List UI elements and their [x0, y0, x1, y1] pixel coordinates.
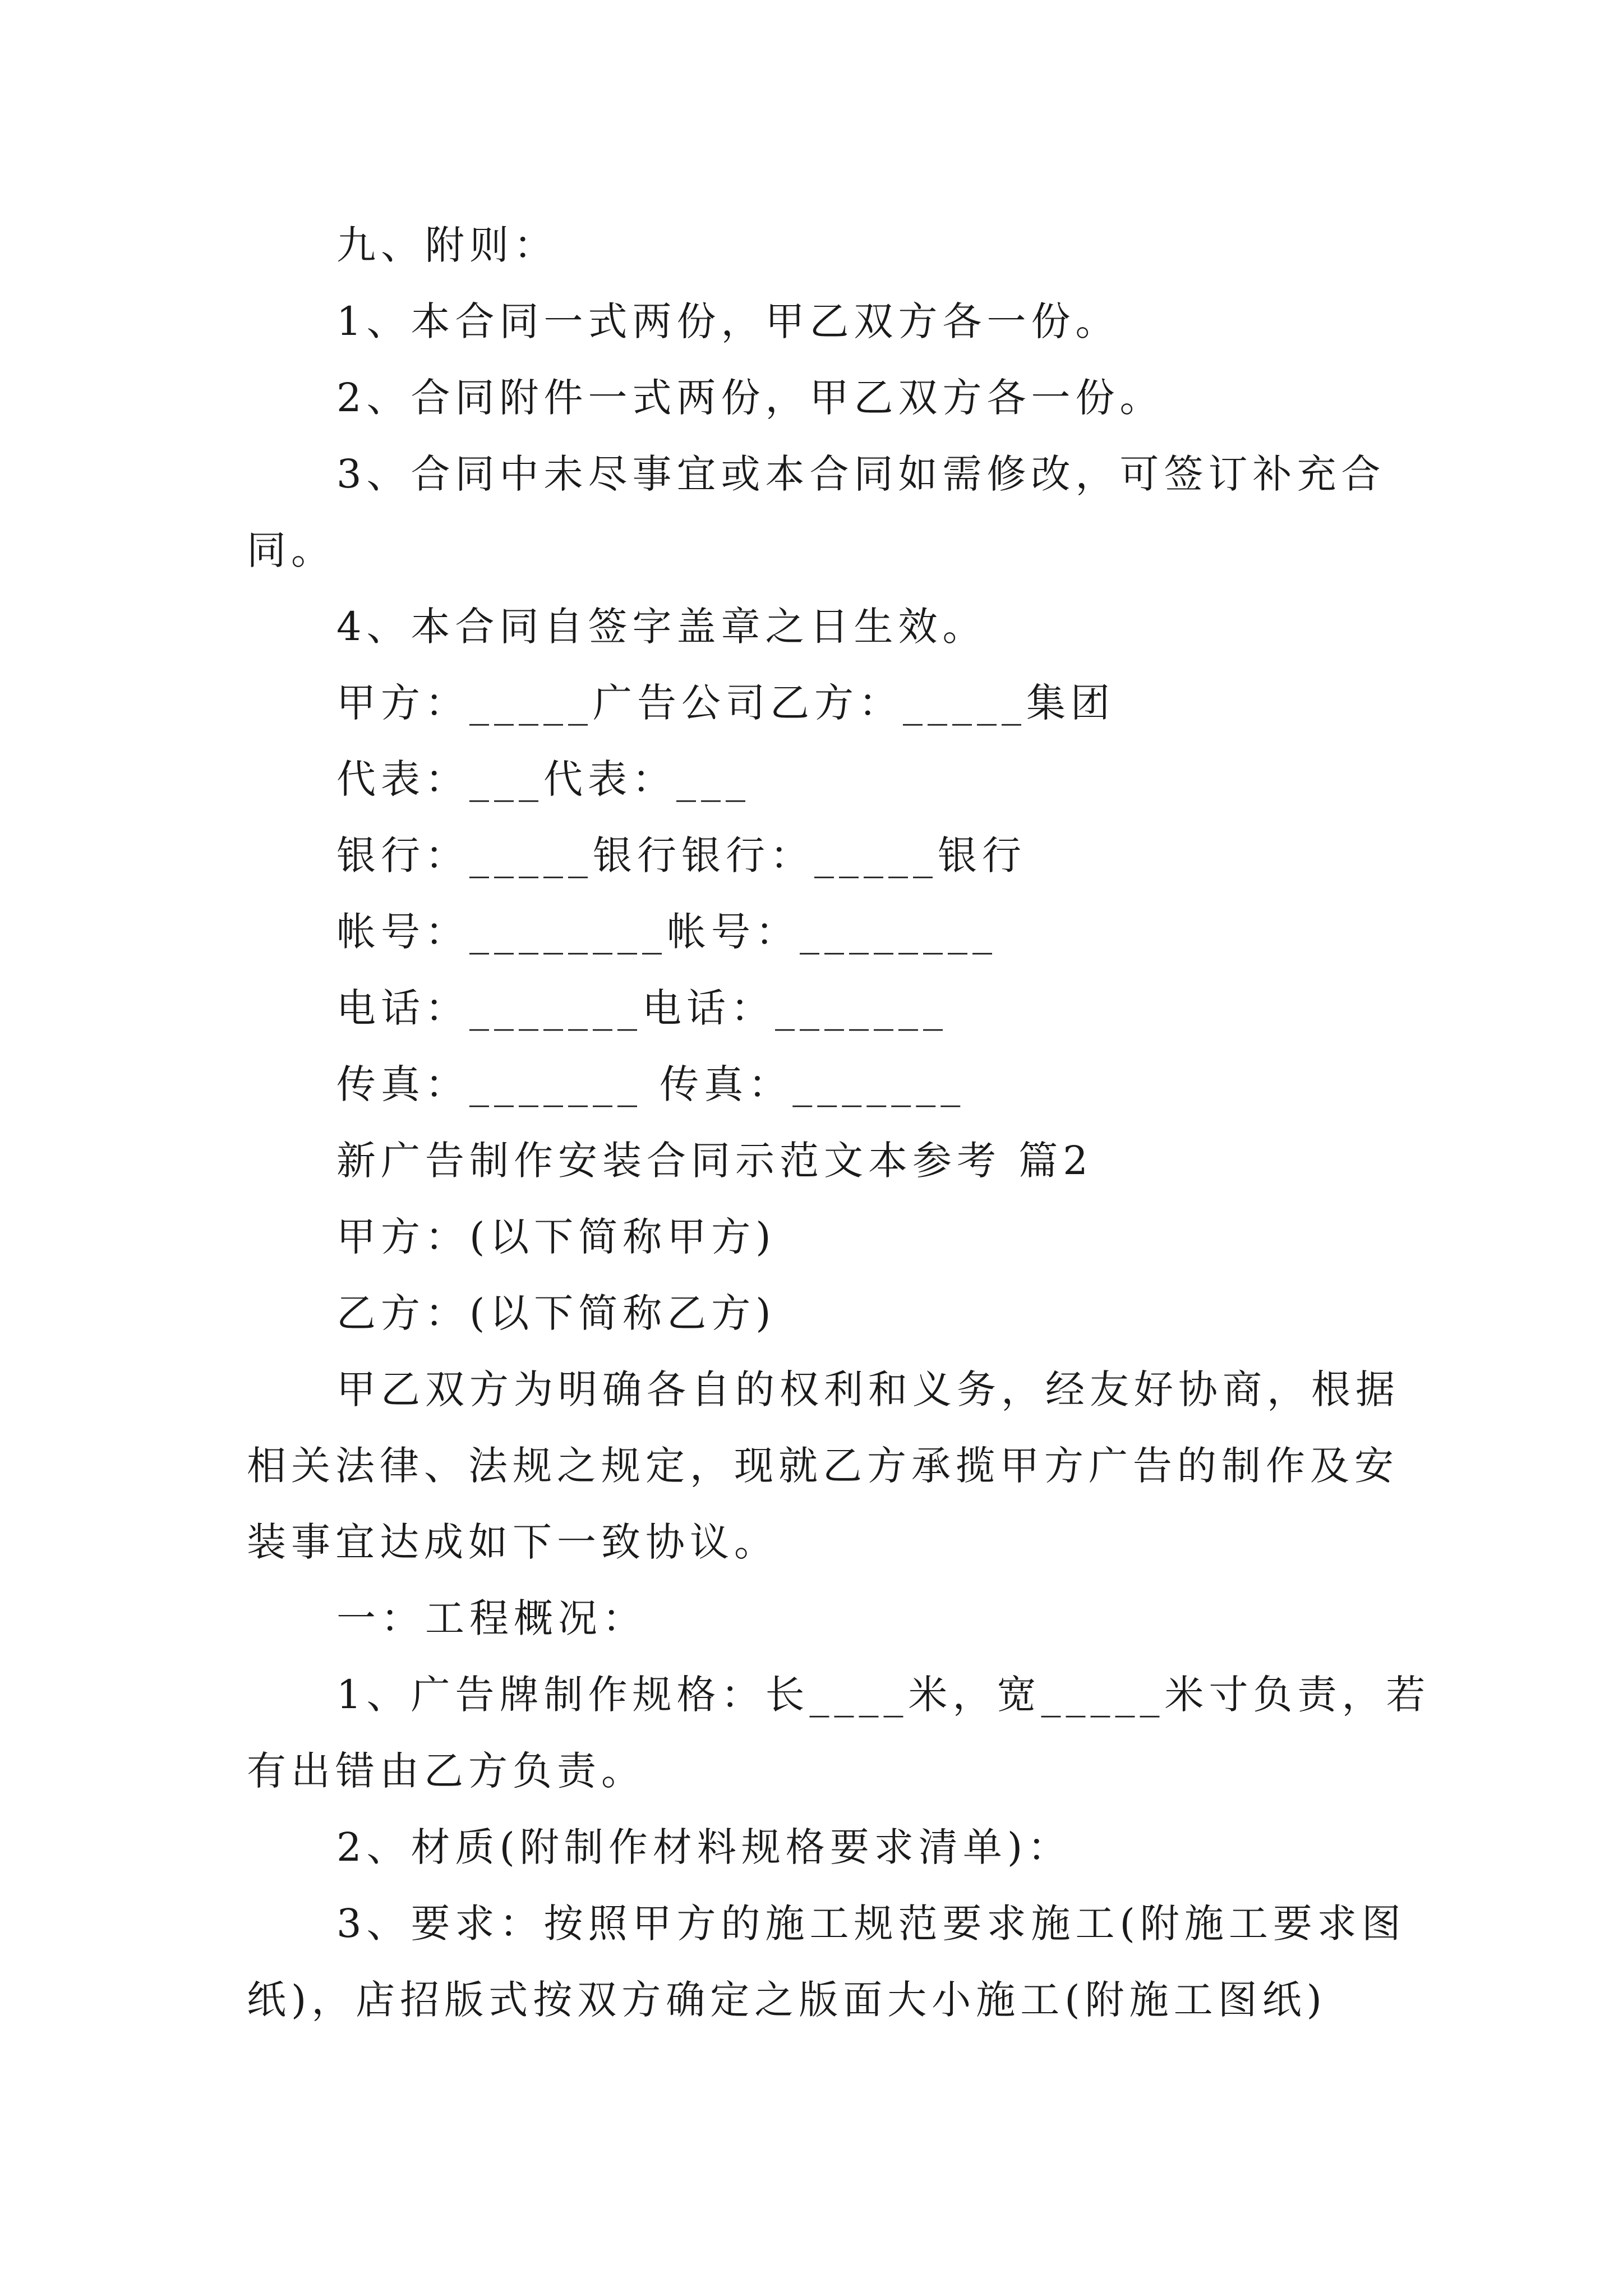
paragraph-line: 3、合同中未尽事宜或本合同如需修改，可签订补充合 [336, 451, 1386, 497]
signature-line-fax: 传真：_______ 传真：_______ [336, 1061, 966, 1107]
party-a-line: 甲方：(以下简称甲方) [336, 1214, 776, 1260]
paragraph-line: 2、合同附件一式两份，甲乙双方各一份。 [336, 375, 1164, 421]
paragraph-line: 有出错由乙方负责。 [247, 1748, 645, 1794]
paragraph-line: 2、材质(附制作材料规格要求清单)： [336, 1824, 1072, 1870]
paragraph-line: 3、要求：按照甲方的施工规范要求施工(附施工要求图 [336, 1901, 1406, 1947]
paragraph-line: 相关法律、法规之规定，现就乙方承揽甲方广告的制作及安 [247, 1443, 1399, 1489]
signature-line-party: 甲方：_____广告公司乙方：_____集团 [336, 680, 1115, 726]
signature-line-bank: 银行：_____银行银行：_____银行 [336, 832, 1026, 878]
signature-line-phone: 电话：_______电话：_______ [336, 985, 948, 1031]
paragraph-line: 同。 [247, 527, 335, 573]
paragraph-line: 甲乙双方为明确各自的权利和义务，经友好协商，根据 [336, 1366, 1400, 1412]
signature-line-account: 帐号：________帐号：________ [336, 909, 997, 955]
paragraph-line: 4、本合同自签字盖章之日生效。 [336, 604, 987, 650]
section-heading-appendix: 九、附则： [336, 222, 558, 268]
signature-line-representative: 代表：___代表：___ [336, 756, 750, 802]
section-title: 新广告制作安装合同示范文本参考 篇2 [336, 1138, 1093, 1184]
paragraph-line: 1、广告牌制作规格：长____米，宽_____米寸负责，若 [336, 1672, 1431, 1718]
paragraph-line: 装事宜达成如下一致协议。 [247, 1519, 778, 1565]
section-heading-overview: 一：工程概况： [336, 1595, 647, 1641]
party-b-line: 乙方：(以下简称乙方) [336, 1290, 776, 1336]
paragraph-line: 纸)，店招版式按双方确定之版面大小施工(附施工图纸) [247, 1977, 1327, 2023]
paragraph-line: 1、本合同一式两份，甲乙双方各一份。 [336, 298, 1120, 344]
